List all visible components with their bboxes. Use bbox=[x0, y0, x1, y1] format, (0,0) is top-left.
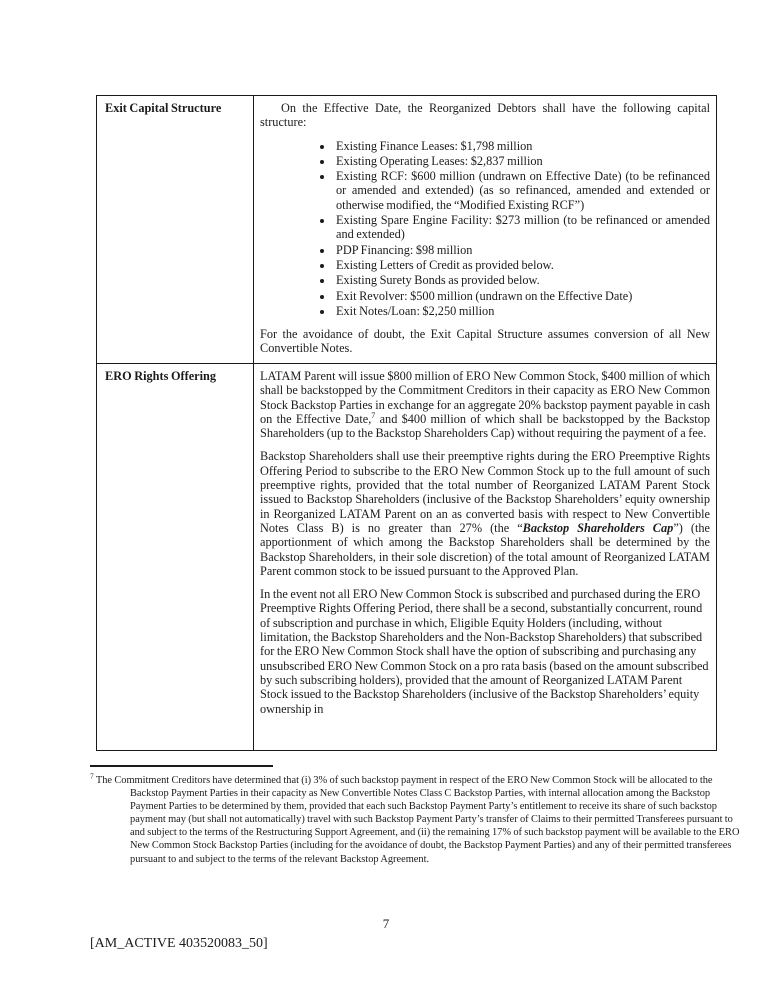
document-id-stamp: [AM_ACTIVE 403520083_50] bbox=[90, 936, 268, 951]
footnote bbox=[90, 771, 743, 866]
bullet-item: • Exit Revolver: $500 million (undrawn on the Effective Date) bbox=[334, 289, 710, 303]
capital-structure-bullet-list bbox=[260, 139, 710, 319]
intro-paragraph: On the Effective Date, the Reorganized Debtors shall have the following capital structure: bbox=[260, 101, 710, 130]
row-label-exit-capital-structure bbox=[97, 96, 254, 364]
bullet-item: • PDP Financing: $98 million bbox=[334, 243, 710, 257]
paragraph-text: Backstop Shareholders shall use their preemptive rights during the ERO Preemptive Rights Offering Period to subscribe to the ERO New Common Stock up to the full amount of such preemptive rights, provided that the total number of Reorganized LATAM Parent Stock issued to Backstop Shareholders (inclusive of the Backstop Shareholders’ equity ownership in Reorganized LATAM Parent on an as converted basis with respect to New Convertible Notes Class B) is no greater than 27% (the “ bbox=[260, 449, 710, 535]
row-label-text: ERO Rights Offering bbox=[105, 369, 217, 383]
bullet-item: • Existing Surety Bonds as provided below. bbox=[334, 273, 710, 287]
bullet-item: • Existing Finance Leases: $1,798 million bbox=[334, 139, 710, 153]
terms-table bbox=[96, 95, 717, 751]
footnote-text: The Commitment Creditors have determined that (i) 3% of such backstop payment in respect of the ERO New Common Stock will be allocated to the Backstop Payment Parties in their capacity as New Convertible Notes Class C Backstop Parties, with internal allocation among the Backstop Payment Parties to be determined by them, provided that each such Backstop Payment Party’s entitlement to receive its share of such backstop payment may (but shall not automatically) travel with such Backstop Payment Party’s transfer of Claims to their permitted Transferees pursuant to and subject to the terms of the Restructuring Support Agreement, and (ii) the remaining 17% of such backstop payment will be available to the ERO New Common Stock Backstop Parties (including for the avoidance of doubt, the Backstop Payment Parties) and any of their permitted transferees pursuant to and subject to the terms of the relevant Backstop Agreement. bbox=[95, 775, 740, 865]
table-row-ero-rights-offering bbox=[97, 364, 717, 751]
bullet-item: • Existing Operating Leases: $2,837 million bbox=[334, 154, 710, 168]
paragraph-text: ”) (the apportionment of which among the Backstop Shareholders shall be determined by the Backstop Shareholders, in their sole discretion) of the total amount of Reorganized LATAM Parent common stock to be issued pursuant to the Approved Plan. bbox=[260, 520, 710, 578]
paragraph-text: and $400 million of which shall be backstopped by the Backstop Shareholders (up to the Backstop Shareholders Cap) without requiring the payment of a fee. bbox=[260, 411, 710, 441]
outro-paragraph: For the avoidance of doubt, the Exit Capital Structure assumes conversion of all New Convertible Notes. bbox=[260, 327, 710, 356]
row-label-text: Exit Capital Structure bbox=[105, 101, 222, 115]
defined-term: Backstop Shareholders Cap bbox=[522, 520, 674, 535]
page-number: 7 bbox=[382, 916, 390, 931]
footnote-reference: 7 bbox=[371, 410, 376, 420]
row-content-ero-rights-offering bbox=[254, 364, 717, 751]
bullet-item: • Existing Letters of Credit as provided below. bbox=[334, 258, 710, 272]
ero-paragraph-3: In the event not all ERO New Common Stock is subscribed and purchased during the ERO Preemptive Rights Offering Period, there shall be a second, substantially concurrent, round of subscription and purchase in which, Eligible Equity Holders (including, without limitation, the Backstop Shareholders and the Non-Backstop Shareholders) that subscribed for the ERO New Common Stock shall have the option of subscribing and purchasing any unsubscribed ERO New Common Stock on a pro rata basis (based on the amount subscribed by such subscribing holders), provided that the amount of Reorganized LATAM Parent Stock issued to the Backstop Shareholders (inclusive of the Backstop Shareholders’ equity ownership in bbox=[260, 587, 709, 716]
row-content-exit-capital-structure bbox=[254, 96, 717, 364]
bullet-item: • Existing Spare Engine Facility: $273 million (to be refinanced or amended and extended) bbox=[334, 213, 710, 242]
bullet-item: • Exit Notes/Loan: $2,250 million bbox=[334, 304, 710, 318]
ero-paragraph-2 bbox=[260, 449, 710, 578]
table-row-exit-capital-structure bbox=[97, 96, 717, 364]
bullet-item: • Existing RCF: $600 million (undrawn on Effective Date) (to be refinanced or amended and extended) (as so refinanced, amended and extended or otherwise modified, the “Modified Existing RCF”) bbox=[334, 169, 710, 212]
footnote-separator-rule bbox=[90, 765, 273, 767]
row-label-ero-rights-offering bbox=[97, 364, 254, 751]
ero-paragraph-1 bbox=[260, 369, 710, 440]
footnote-number: 7 bbox=[90, 771, 94, 781]
paragraph-text: LATAM Parent will issue $800 million of ERO New Common Stock, $400 million of which shall be backstopped by the Commitment Creditors in their capacity as ERO New Common Stock Backstop Parties in exchange for an aggregate 20% backstop payment payable in cash on the Effective Date, bbox=[260, 369, 710, 426]
